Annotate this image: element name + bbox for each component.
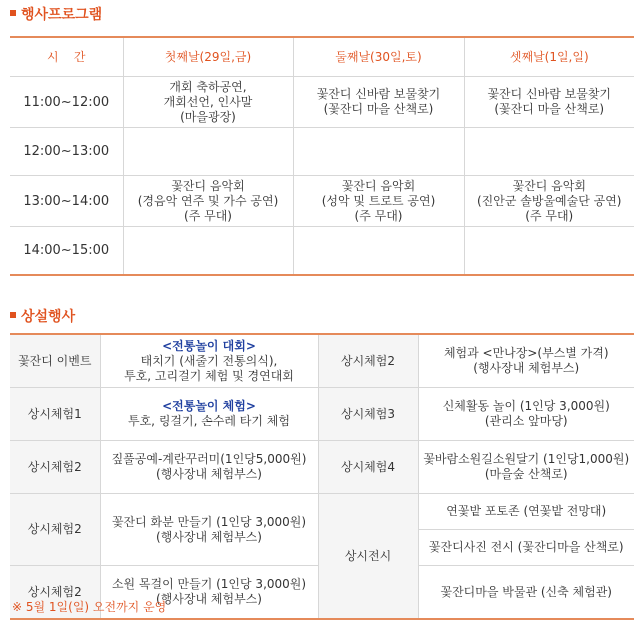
day1-cell: 꽃잔디 음악회 (경음악 연주 및 가수 공연) (주 무대) <box>123 176 293 227</box>
day3-cell: 꽃잔디 음악회 (진안군 솔방울예술단 공연) (주 무대) <box>464 176 634 227</box>
schedule-row <box>10 227 634 276</box>
event-detail: 소원 목걸이 만들기 (1인당 3,000원) (행사장내 체험부스) <box>100 566 318 620</box>
time-cell: 11:00~12:00 <box>10 77 123 128</box>
header-day3: 셋째날(1일,일) <box>464 37 634 77</box>
exhibit-item: 꽃잔디사진 전시 (꽃잔디마을 산책로) <box>418 530 634 566</box>
event-label: 상시체험2 <box>10 441 100 494</box>
day3-cell <box>464 227 634 276</box>
day2-cell <box>293 227 464 276</box>
event-detail: 꽃잔디 화분 만들기 (1인당 3,000원) (행사장내 체험부스) <box>100 494 318 566</box>
event-detail: <전통놀이 체험> 투호, 링걸기, 손수레 타기 체험 <box>100 388 318 441</box>
header-day2: 둘째날(30일,토) <box>293 37 464 77</box>
day3-cell: 꽃잔디 신바람 보물찾기 (꽃잔디 마을 산책로) <box>464 77 634 128</box>
program-section-title: 행사프로그램 <box>10 4 102 24</box>
event-label: 상시체험3 <box>318 388 418 441</box>
bullet-square-icon <box>10 10 16 16</box>
event-detail: 짚풀공예-계란꾸러미(1인당5,000원) (행사장내 체험부스) <box>100 441 318 494</box>
event-label: 꽃잔디 이벤트 <box>10 334 100 388</box>
event-detail: 체험과 <만나장>(부스별 가격) (행사장내 체험부스) <box>418 334 634 388</box>
day1-cell <box>123 227 293 276</box>
schedule-row <box>10 77 634 128</box>
schedule-header-row <box>10 37 634 77</box>
permanent-section-title: 상설행사 <box>10 306 75 326</box>
schedule-row <box>10 176 634 227</box>
day3-cell <box>464 128 634 176</box>
event-detail: <전통놀이 대회> 태치기 (새줄기 전통의식), 투호, 고리걸기 체험 및 경연대회 <box>100 334 318 388</box>
event-label: 상시체험1 <box>10 388 100 441</box>
bullet-square-icon <box>10 312 16 318</box>
permanent-row <box>10 334 634 388</box>
permanent-events-table <box>10 333 634 620</box>
event-detail: 신체활동 놀이 (1인당 3,000원) (관리소 앞마당) <box>418 388 634 441</box>
event-label: 상시전시 <box>318 494 418 620</box>
footnote: ※ 5월 1일(일) 오전까지 운영 <box>12 600 167 614</box>
schedule-row <box>10 128 634 176</box>
day2-cell <box>293 128 464 176</box>
day2-cell: 꽃잔디 신바람 보물찾기 (꽃잔디 마을 산책로) <box>293 77 464 128</box>
permanent-row <box>10 494 634 530</box>
event-label: 상시체험4 <box>318 441 418 494</box>
event-label: 상시체험2 <box>318 334 418 388</box>
header-day1: 첫째날(29일,금) <box>123 37 293 77</box>
day1-cell: 개회 축하공연, 개회선언, 인사말 (마을광장) <box>123 77 293 128</box>
exhibit-item: 연꽃밭 포토존 (연꽃밭 전망대) <box>418 494 634 530</box>
event-label: 상시체험2 <box>10 494 100 566</box>
event-label: 상시체험2 <box>10 566 100 620</box>
event-detail: 꽃바람소원길소원달기 (1인당1,000원) (마을숲 산책로) <box>418 441 634 494</box>
time-cell: 14:00~15:00 <box>10 227 123 276</box>
exhibit-item: 꽃잔디마을 박물관 (신축 체험관) <box>418 566 634 620</box>
day1-cell <box>123 128 293 176</box>
time-cell: 13:00~14:00 <box>10 176 123 227</box>
permanent-row <box>10 441 634 494</box>
day2-cell: 꽃잔디 음악회 (성악 및 트로트 공연) (주 무대) <box>293 176 464 227</box>
permanent-row <box>10 388 634 441</box>
header-time: 시 간 <box>10 37 123 77</box>
program-schedule-table <box>10 36 634 276</box>
time-cell: 12:00~13:00 <box>10 128 123 176</box>
